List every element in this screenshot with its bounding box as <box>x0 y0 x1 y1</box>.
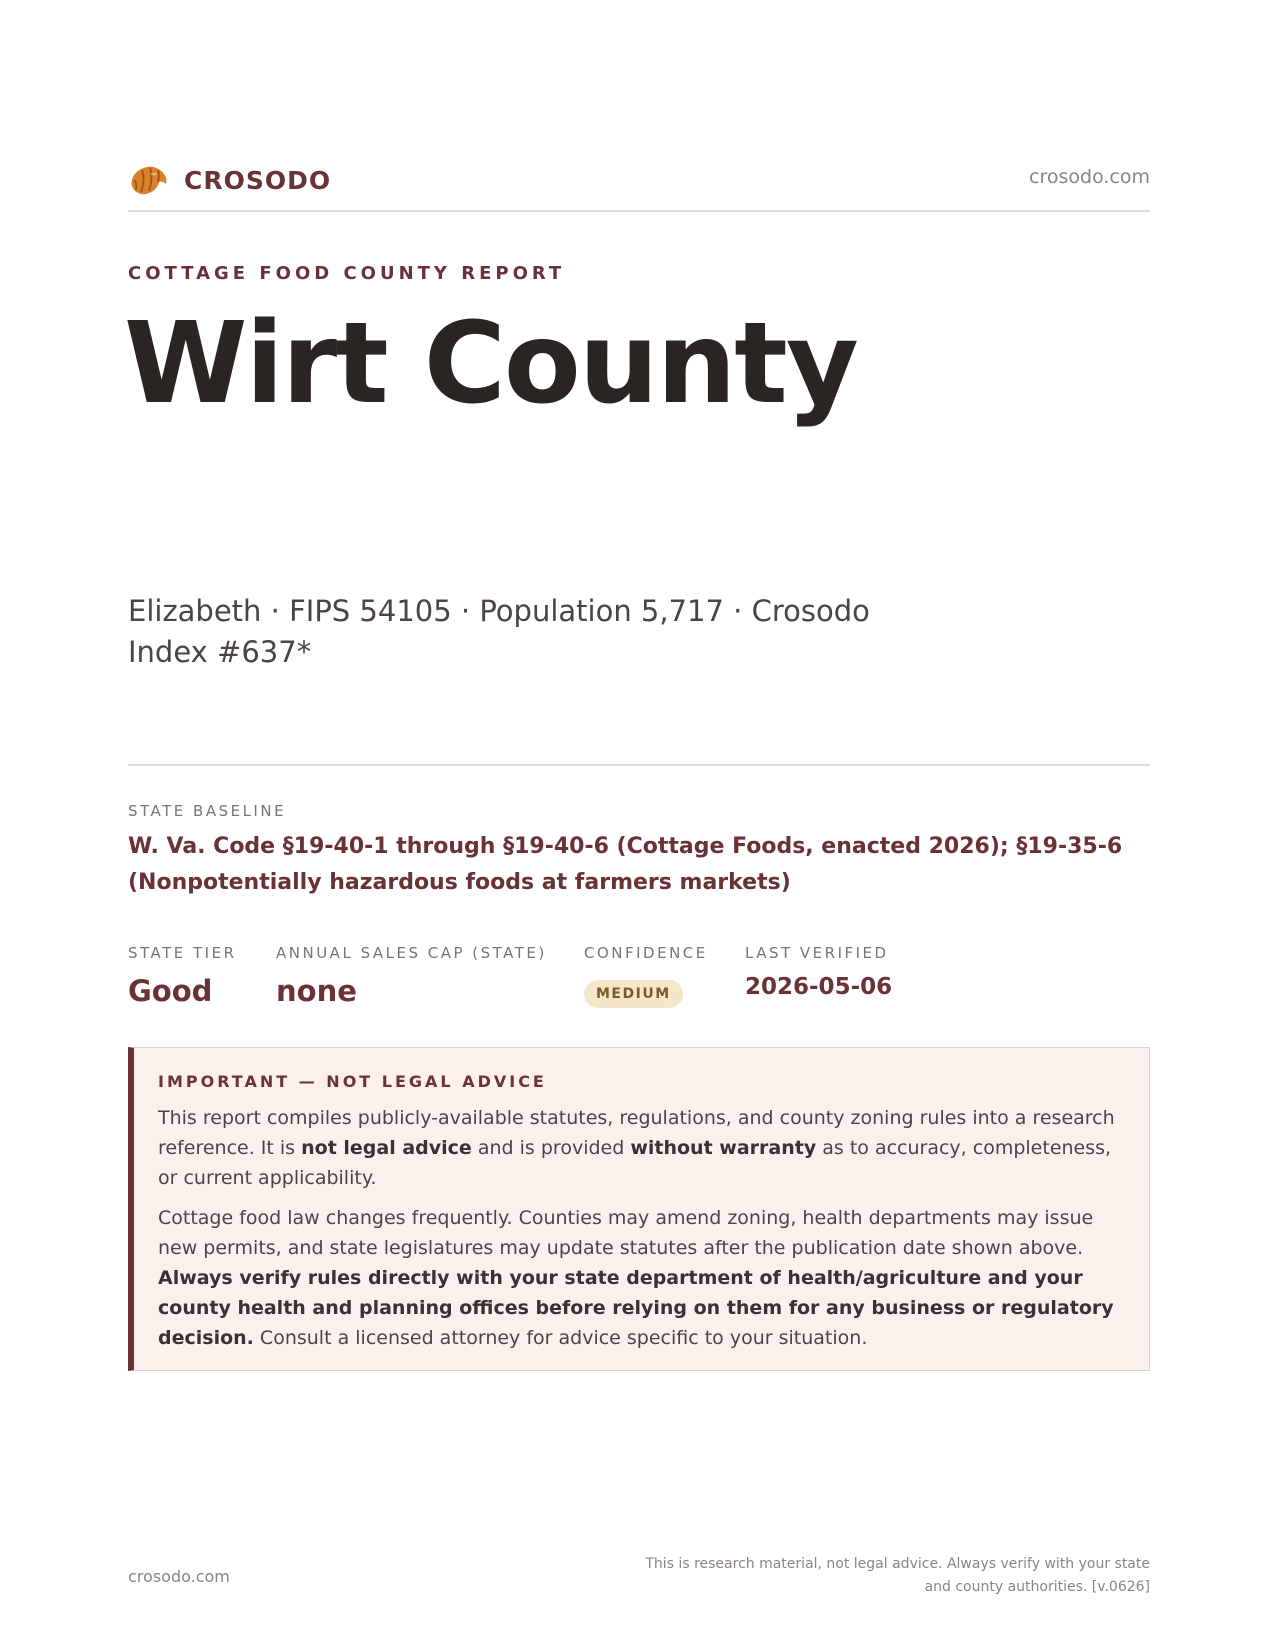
stat-value: Good <box>128 974 213 1008</box>
confidence-badge: MEDIUM <box>584 980 683 1008</box>
stat-label: STATE TIER <box>128 944 237 962</box>
report-eyebrow: COTTAGE FOOD COUNTY REPORT <box>128 263 566 284</box>
stat-state-tier <box>128 944 237 1008</box>
stat-label: ANNUAL SALES CAP (STATE) <box>276 944 547 962</box>
brand-name: CROSODO <box>184 165 332 195</box>
stat-value: 2026-05-06 <box>745 974 893 1000</box>
stat-sales-cap <box>276 944 547 1008</box>
page-title: Wirt County <box>124 299 857 429</box>
notice-paragraph: This report compiles publicly-available statutes, regulations, and county zoning rules into a research reference. It is not legal advice and is provided without warranty as to accuracy, completeness, or current applicability. <box>158 1107 1115 1189</box>
header-divider <box>128 210 1150 212</box>
notice-paragraph: Cottage food law changes frequently. Counties may amend zoning, health departments may issue new permits, and state legislatures may update statutes after the publication date shown above. Always verify rules directly with your state department of health/agriculture and your county health and planning offices before relying on them for any business or regulatory decision. Consult a licensed attorney for advice specific to your situation. <box>158 1207 1114 1349</box>
baseline-label: STATE BASELINE <box>128 802 287 820</box>
stat-label: CONFIDENCE <box>584 944 708 962</box>
stats-row <box>128 944 1150 1014</box>
site-link[interactable]: crosodo.com <box>1029 166 1150 188</box>
croissant-icon <box>128 160 170 200</box>
footer-site-link[interactable]: crosodo.com <box>128 1567 230 1586</box>
stat-value: none <box>276 974 357 1008</box>
notice-title: IMPORTANT — NOT LEGAL ADVICE <box>158 1072 547 1091</box>
legal-notice <box>128 1047 1150 1371</box>
brand[interactable] <box>128 160 331 200</box>
stat-confidence <box>584 944 708 1002</box>
baseline-statutes: W. Va. Code §19-40-1 through §19-40-6 (Cottage Foods, enacted 2026); §19-35-6 (Nonpotentially hazardous foods at farmers markets) <box>128 834 1123 895</box>
page-header <box>128 160 1150 200</box>
county-summary: Elizabeth · FIPS 54105 · Population 5,717 · Crosodo Index #637* <box>128 594 870 669</box>
stat-last-verified <box>745 944 893 1000</box>
stat-label: LAST VERIFIED <box>745 944 889 962</box>
section-divider <box>128 764 1150 766</box>
report-page <box>124 0 1150 1650</box>
footer-disclaimer: This is research material, not legal advice. Always verify with your state and county authorities. [v.0626] <box>645 1556 1150 1595</box>
